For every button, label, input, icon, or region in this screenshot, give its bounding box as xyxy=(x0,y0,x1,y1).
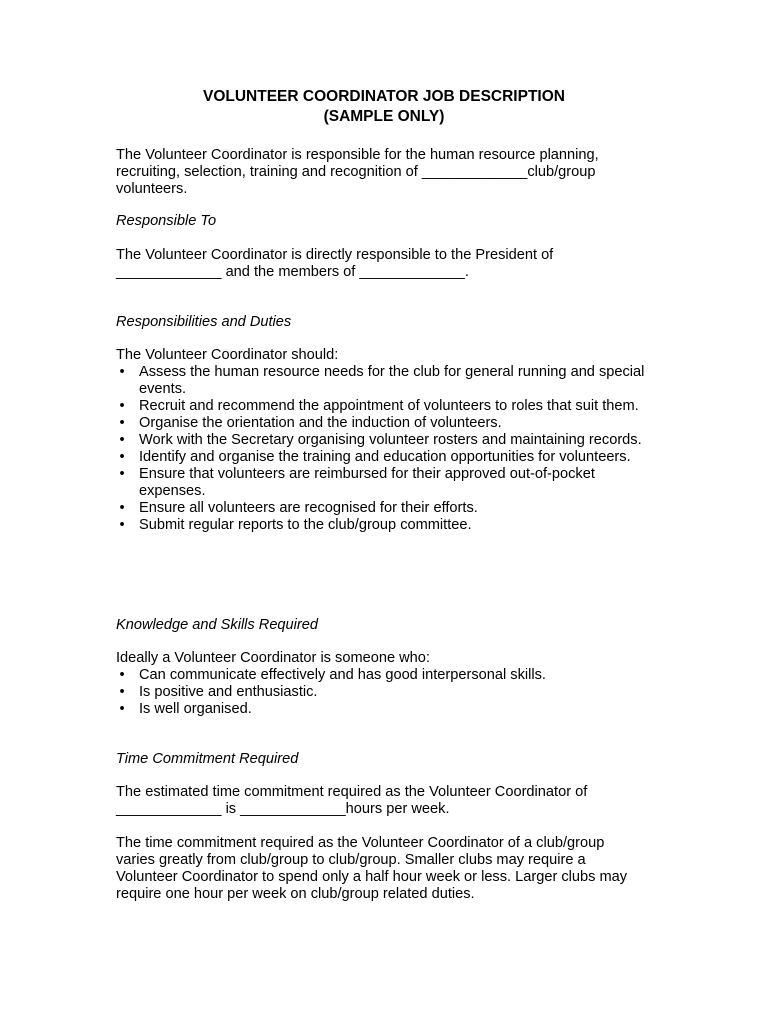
list-item-text: Organise the orientation and the induction of volunteers. xyxy=(139,415,502,431)
section-heading-responsibilities: Responsibilities and Duties xyxy=(116,314,292,330)
responsible-to-paragraph: The Volunteer Coordinator is directly responsible to the President of _____________ and the members of _____________. xyxy=(116,247,554,280)
list-item-text: Work with the Secretary organising volunteer rosters and maintaining records. xyxy=(139,432,642,448)
section-heading-responsible-to: Responsible To xyxy=(116,213,217,229)
list-item-text: Is positive and enthusiastic. xyxy=(139,684,318,700)
bullet-icon: • xyxy=(119,684,125,700)
section-heading-time: Time Commitment Required xyxy=(116,751,299,767)
responsibilities-section xyxy=(116,347,646,534)
bullet-icon: • xyxy=(119,466,125,482)
knowledge-lead: Ideally a Volunteer Coordinator is someone who: xyxy=(116,650,430,666)
list-item-text: Identify and organise the training and education opportunities for volunteers. xyxy=(139,449,631,465)
list-item xyxy=(116,398,646,415)
list-item xyxy=(116,667,646,684)
bullet-icon: • xyxy=(119,500,125,516)
list-item-text: Is well organised. xyxy=(139,701,252,717)
list-item xyxy=(116,684,646,701)
bullet-icon: • xyxy=(119,517,125,533)
bullet-icon: • xyxy=(119,415,125,431)
list-item-text: Assess the human resource needs for the club for general running and special events. xyxy=(139,364,645,397)
list-item xyxy=(116,432,646,449)
bullet-icon: • xyxy=(119,701,125,717)
knowledge-list xyxy=(116,667,646,718)
list-item-text: Recruit and recommend the appointment of volunteers to roles that suit them. xyxy=(139,398,639,414)
list-item xyxy=(116,449,646,466)
list-item-text: Ensure that volunteers are reimbursed for their approved out-of-pocket expenses. xyxy=(139,466,595,499)
knowledge-section xyxy=(116,650,646,718)
list-item-text: Submit regular reports to the club/group committee. xyxy=(139,517,472,533)
time-commitment-detail-paragraph: The time commitment required as the Volunteer Coordinator of a club/group varies greatly from club/group to club/group. Smaller clubs may require a Volunteer Coordinator to spend only a half hour week or less. Larger clubs may require one hour per week on club/group related duties. xyxy=(116,835,628,902)
responsibilities-list xyxy=(116,364,646,534)
bullet-icon: • xyxy=(119,449,125,465)
intro-paragraph: The Volunteer Coordinator is responsible for the human resource planning, recruiting, selection, training and recognition of _____________club/group volunteers. xyxy=(116,147,599,197)
list-item xyxy=(116,500,646,517)
bullet-icon: • xyxy=(119,398,125,414)
section-heading-knowledge: Knowledge and Skills Required xyxy=(116,617,319,633)
time-commitment-paragraph: The estimated time commitment required as the Volunteer Coordinator of _____________ is _____________hours per week. xyxy=(116,784,588,817)
list-item xyxy=(116,466,646,500)
list-item xyxy=(116,415,646,432)
bullet-icon: • xyxy=(119,667,125,683)
list-item-text: Can communicate effectively and has good interpersonal skills. xyxy=(139,667,546,683)
bullet-icon: • xyxy=(119,364,125,380)
document-title: VOLUNTEER COORDINATOR JOB DESCRIPTION xyxy=(203,88,565,105)
bullet-icon: • xyxy=(119,432,125,448)
list-item-text: Ensure all volunteers are recognised for their efforts. xyxy=(139,500,478,516)
list-item xyxy=(116,364,646,398)
list-item xyxy=(116,517,646,534)
responsibilities-lead: The Volunteer Coordinator should: xyxy=(116,347,339,363)
document-subtitle: (SAMPLE ONLY) xyxy=(323,108,445,125)
list-item xyxy=(116,701,646,718)
